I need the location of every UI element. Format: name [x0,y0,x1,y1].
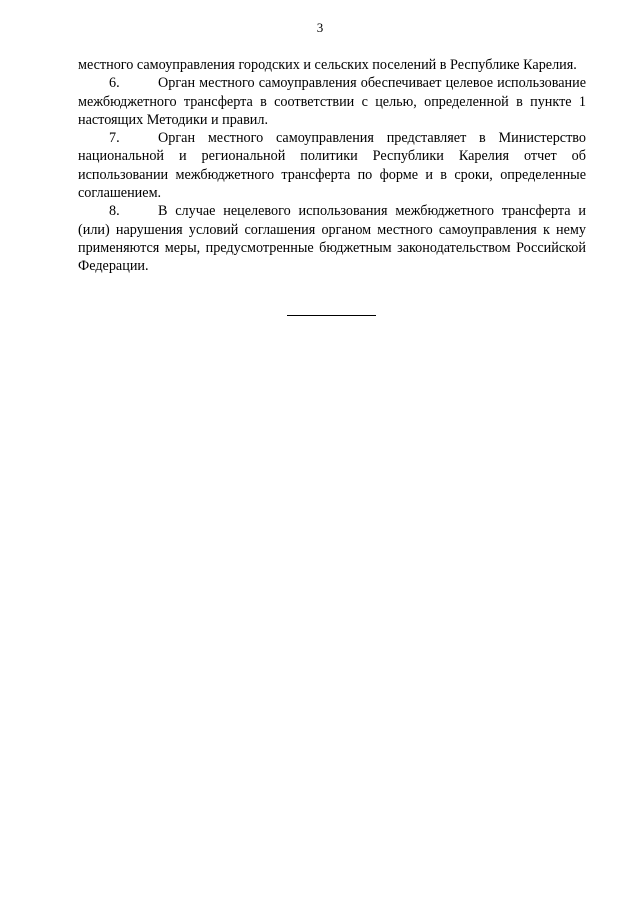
paragraph-8 [78,202,586,275]
end-separator-line [287,315,376,316]
paragraph-number: 8. [109,203,120,220]
paragraph-text: Орган местного самоуправления представляет в Министерство национальной и региональной политики Республики Карелия отчет об использовании межбюджетного трансферта по форме и в сроки, определенные соглашением. [78,130,586,202]
paragraph-6 [78,74,586,129]
paragraph-number: 7. [109,130,120,147]
paragraph-text: В случае нецелевого использования межбюджетного трансферта и (или) нарушения условий соглашения органом местного самоуправления к нему применяются меры, предусмотренные бюджетным законодательством Российской Федерации. [78,203,586,275]
paragraph-text: местного самоуправления городских и сельских поселений в Республике Карелия. [78,57,577,73]
paragraph-text: Орган местного самоуправления обеспечивает целевое использование межбюджетного трансферта в соответствии с целью, определенной в пункте 1 настоящих Методики и правил. [78,75,586,128]
paragraph-7 [78,129,586,202]
paragraph-continuation [78,56,586,74]
paragraph-number: 6. [109,75,120,92]
page-number: 3 [316,20,324,35]
document-body [78,56,586,276]
